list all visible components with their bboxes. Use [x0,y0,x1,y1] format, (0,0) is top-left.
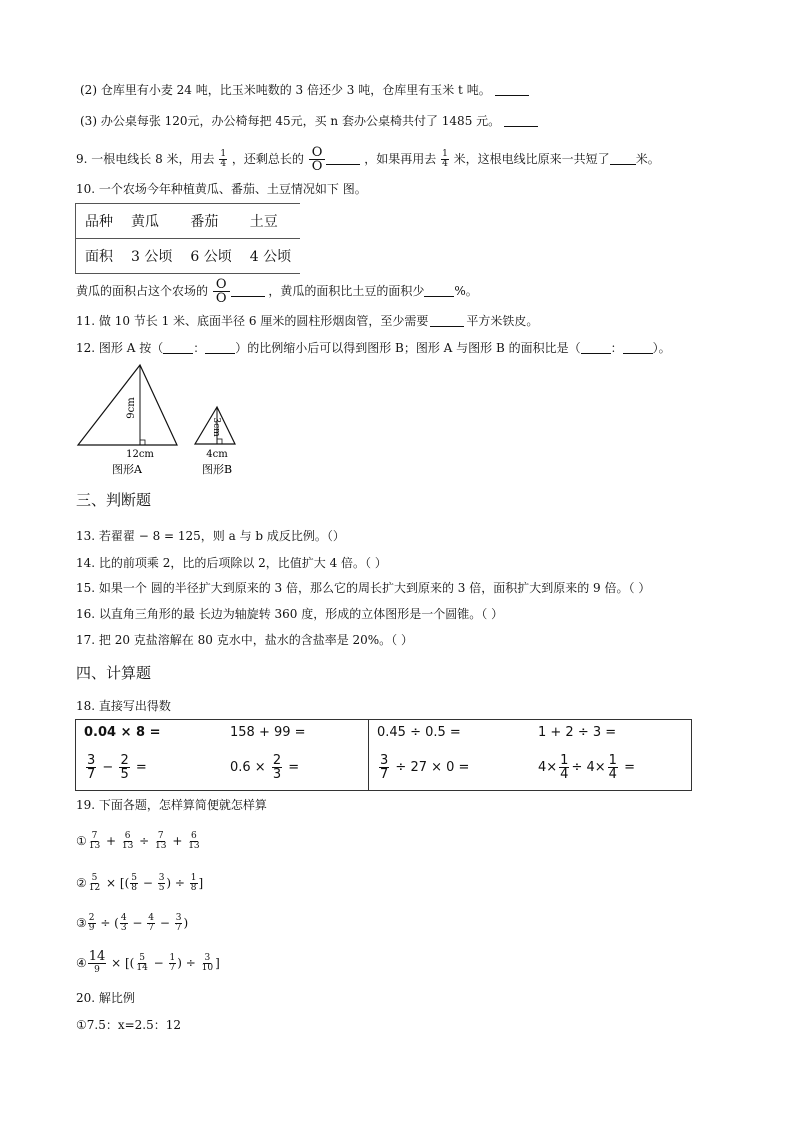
crop-table [75,203,300,274]
question-15: 15. 如果一个 圆的半径扩大到原来的 3 倍，那么它的周长扩大到原来的 3 倍，面积扩大到原来的 9 倍。（ ） [76,581,651,595]
table-row: 品种 黄瓜 番茄 土豆 [76,204,301,239]
answer-blank[interactable] [424,284,454,297]
answer-blank[interactable] [231,284,265,297]
question-20-title: 20. 解比例 [76,991,135,1005]
question-11: 11. 做 10 节长 1 米、底面半径 6 厘米的圆柱形烟囱管，至少需要 平方米铁皮。 [76,314,539,328]
fraction: $\frac{2}{5}$ [120,753,129,783]
fraction: $\frac{1}{4}$ [220,149,227,169]
label-b: 图形B [201,463,233,476]
triangle-figures [72,360,272,480]
question-12: 12. 图形 A 按（ ： ）的比例缩小后可以得到图形 B；图形 A 与图形 B 的面积比是（ ： ）。 [76,341,671,355]
base-label-a: 12cm [126,449,154,460]
answer-blank[interactable] [205,341,235,354]
fraction: $\frac{1}{4}$ [608,753,617,783]
fraction-blank[interactable]: $\frac{O}{O}$ [309,146,326,173]
q8-part3: (3) 办公桌每张 120元，办公椅每把 45元，买 n 套办公桌椅共付了 1485 元。 [80,113,538,129]
answer-blank[interactable] [610,152,636,165]
answer-blank[interactable] [495,83,529,96]
question-14: 14. 比的前项乘 2，比的后项除以 2，比值扩大 4 倍。（ ） [76,556,387,570]
answer-blank[interactable] [504,114,538,127]
fraction: $\frac{1}{4}$ [560,753,569,783]
height-label-b: 3cm [211,417,221,437]
expression-4: ④ $\frac{14}{9}$ × [( $\frac{5}{14}$ − $\frac{1}{7}$ ) ÷ $\frac{3}{10}$ ] [76,949,220,975]
question-18-title: 18. 直接写出得数 [76,699,171,713]
answer-blank[interactable] [623,341,653,354]
question-9: 9. 一根电线长 8 米，用去 $\frac{1}{4}$ ，还剩总长的 $\frac{O}{O}$ ，如果再用去 $\frac{1}{4}$ 米，这根电线比原来一共短了 米。 [76,145,660,174]
height-label-a: 9cm [126,397,137,419]
expression-2: ② $\frac{5}{12}$ × [( $\frac{5}{8}$ − $\frac{3}{5}$ ) ÷ $\frac{1}{8}$ ] [76,873,204,893]
question-16: 16. 以直角三角形的最 长边为轴旋转 360 度，形成的立体图形是一个圆锥。（ ） [76,607,504,621]
section-title-calculation: 四、计算题 [76,664,152,682]
question-17: 17. 把 20 克盐溶解在 80 克水中，盐水的含盐率是 20%。（ ） [76,633,413,647]
question-19-title: 19. 下面各题，怎样算简便就怎样算 [76,798,267,812]
table-row: $\frac{3}{7}$ − $\frac{2}{5}$ = 0.6 × $\frac{2}{3}$ = $\frac{3}{7}$ ÷ 27 × 0 = 4× $\frac{1}{4}$ ÷ 4× $\frac{1}{4}$ = [76,745,692,790]
answer-blank[interactable] [430,314,464,327]
answer-blank[interactable] [326,152,360,165]
expression-1: ① $\frac{7}{13}$ + $\frac{6}{13}$ ÷ $\frac{7}{13}$ + $\frac{6}{13}$ [76,831,200,851]
question-10-title: 10. 一个农场今年种植黄瓜、番茄、土豆情况如下 图。 [76,182,367,196]
answer-blank[interactable] [163,341,193,354]
proportion-1: ①7.5：x=2.5：12 [76,1018,182,1032]
fraction: $\frac{3}{7}$ [380,753,389,783]
question-10-answer: 黄瓜的面积占这个农场的 $\frac{O}{O}$ ，黄瓜的面积比土豆的面积少 %。 [76,277,478,306]
base-label-b: 4cm [206,449,228,460]
fraction: $\frac{1}{4}$ [442,149,448,169]
label-a: 图形A [112,463,142,476]
fraction: $\frac{2}{3}$ [272,753,282,783]
question-13: 13. 若翟翟 − 8 = 125，则 a 与 b 成反比例。（） [76,529,345,543]
answer-blank[interactable] [581,341,611,354]
calc-table [75,719,692,791]
fraction: $\frac{3}{7}$ [87,753,96,783]
table-row: 面积 3 公顷 6 公顷 4 公顷 [85,249,292,265]
table-row: 0.04 × 8 = 158 + 99 = 0.45 ÷ 0.5 = 1 + 2 ÷ 3 = [76,720,692,746]
fraction-blank[interactable]: $\frac{O}{O}$ [213,278,230,305]
q8-part2: (2) 仓库里有小麦 24 吨，比玉米吨数的 3 倍还少 3 吨，仓库里有玉米 t 吨。 [80,82,529,98]
section-title-judgement: 三、判断题 [76,491,152,509]
expression-3: ③ $\frac{2}{9}$ ÷ ( $\frac{4}{3}$ − $\frac{4}{7}$ − $\frac{3}{7}$ ) [76,913,189,933]
